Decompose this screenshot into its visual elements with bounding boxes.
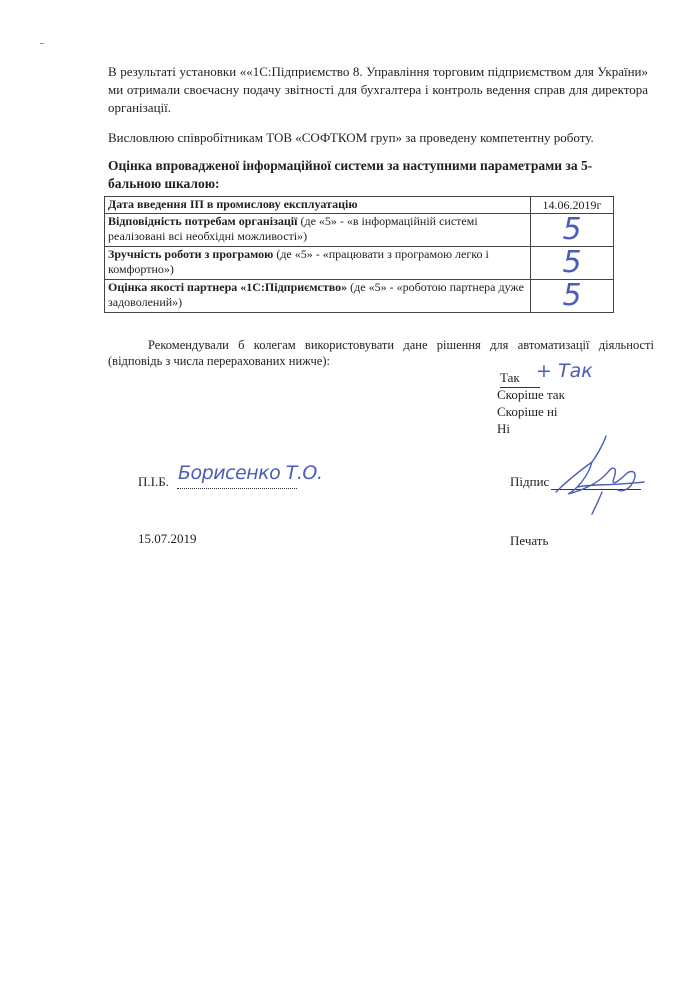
handwritten-signature bbox=[548, 432, 648, 517]
row-label: Дата введення ІП в промислову експлуатацію bbox=[105, 197, 531, 214]
row-value-date: 14.06.2019г bbox=[531, 197, 614, 214]
table-row bbox=[105, 247, 614, 280]
scan-speck bbox=[40, 43, 44, 44]
row-value-score bbox=[531, 214, 614, 247]
rating-heading: Оцінка впровадженої інформаційної системи за наступними параметрами за 5-бальною шкалою: bbox=[108, 158, 593, 191]
recommend-text: Рекомендували б колегам використовувати дане рішення для автоматизації діяльності (відповідь з числа перерахованих нижче): bbox=[108, 338, 654, 368]
option-rather-no: Скоріше ні bbox=[497, 404, 558, 419]
stamp-label: Печать bbox=[510, 533, 549, 548]
intro-paragraph: В результаті установки ««1С:Підприємство 8. Управління торговим підприємством для України» ми отримали своєчасну подачу звітності для бухгалтера і контроль ведення справ для директора організації. bbox=[108, 64, 648, 115]
pib-underline bbox=[177, 488, 297, 489]
row-value-score bbox=[531, 247, 614, 280]
row-label: Оцінка якості партнера «1С:Підприємство» (де «5» - «роботою партнера дуже задоволений») bbox=[105, 280, 531, 313]
handwritten-score: 5 bbox=[562, 245, 582, 280]
table-row bbox=[105, 280, 614, 313]
handwritten-score: 5 bbox=[562, 278, 582, 313]
table-row bbox=[105, 214, 614, 247]
option-yes: Так bbox=[500, 369, 540, 388]
thanks-paragraph: Висловлюю співробітникам ТОВ «СОФТКОМ груп» за проведену компетентну роботу. bbox=[108, 130, 594, 145]
option-rather-yes: Скоріше так bbox=[497, 387, 565, 402]
handwritten-score: 5 bbox=[562, 212, 582, 247]
table-row bbox=[105, 197, 614, 214]
signature-label: Підпис bbox=[510, 474, 550, 489]
rating-table bbox=[104, 196, 614, 313]
document-date: 15.07.2019 bbox=[138, 531, 197, 546]
pib-handwritten-name: Борисенко Т.О. bbox=[178, 462, 323, 484]
row-value-score bbox=[531, 280, 614, 313]
row-label: Зручність роботи з програмою (де «5» - «працювати з програмою легко і комфортно») bbox=[105, 247, 531, 280]
option-no: Ні bbox=[497, 421, 510, 436]
pib-label: П.І.Б. bbox=[138, 474, 169, 489]
handwritten-choice-mark: + Так bbox=[536, 360, 593, 382]
row-label: Відповідність потребам організації (де «5» - «в інформаційній системі реалізовані всі необхідні можливості») bbox=[105, 214, 531, 247]
